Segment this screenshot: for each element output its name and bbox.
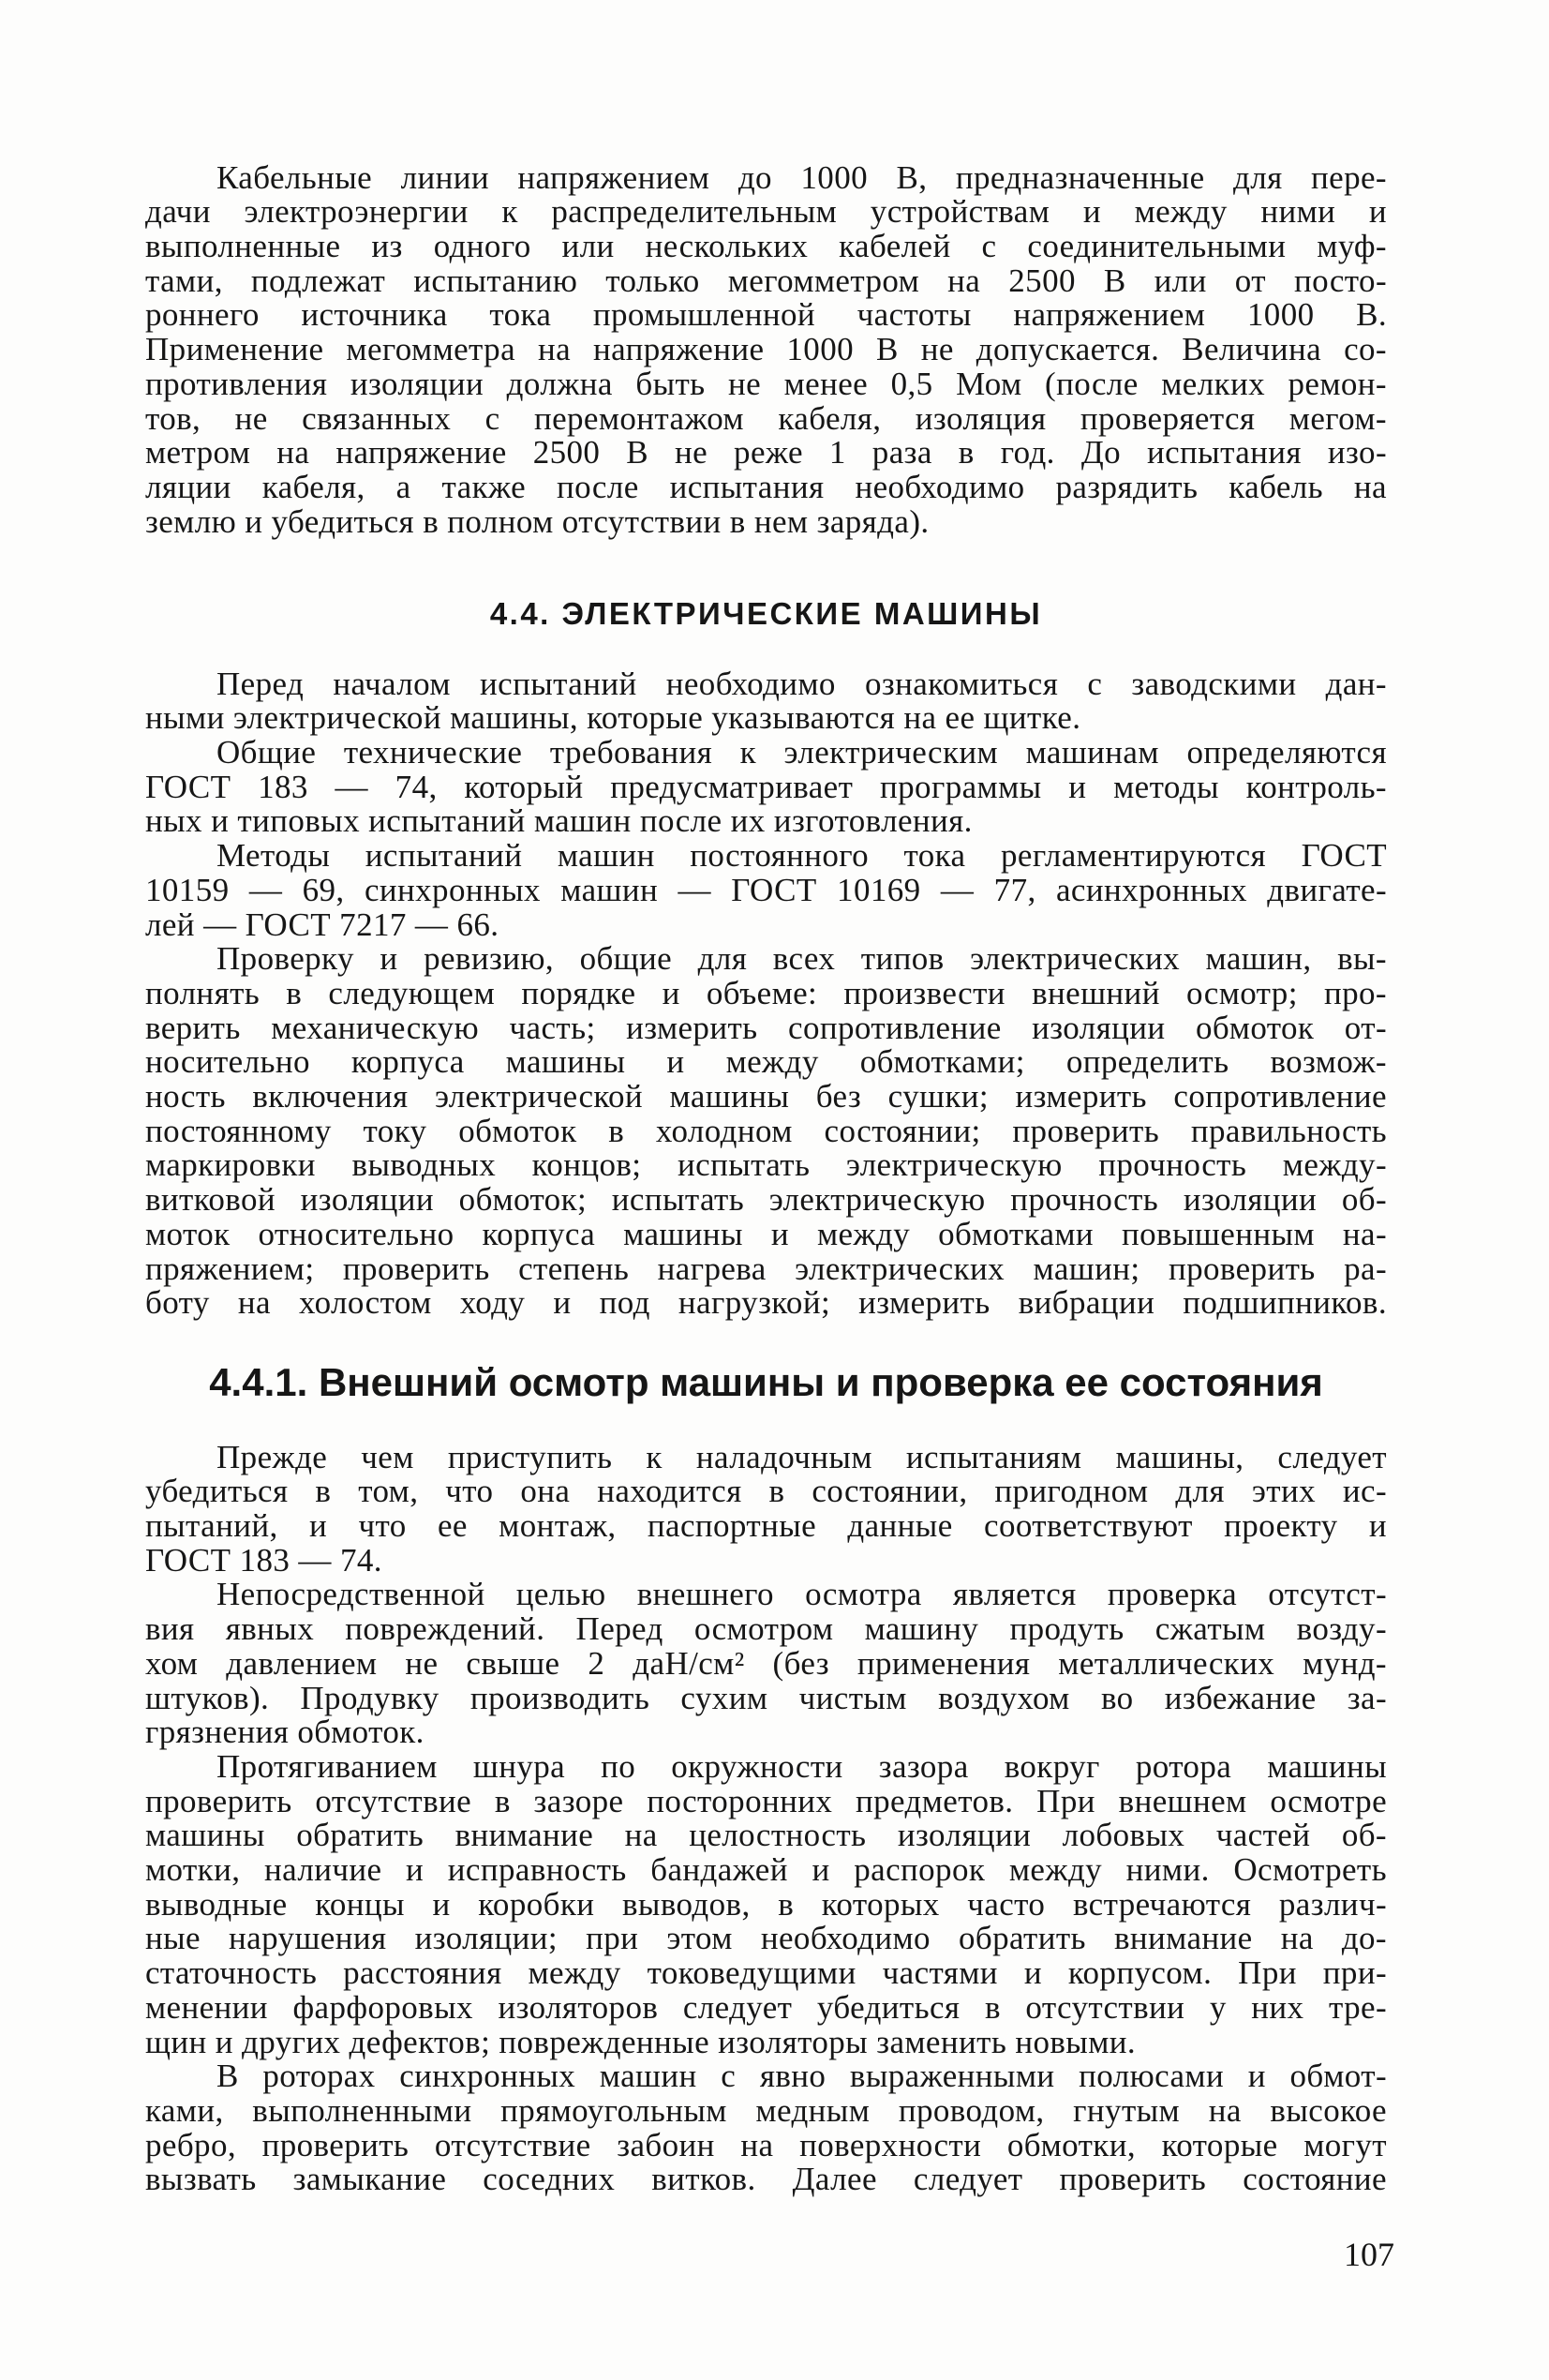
paragraph — [145, 736, 1387, 839]
text-line: Перед началом испытаний необходимо ознакомиться с заводскими дан- — [216, 665, 1387, 702]
intro-text — [145, 158, 1387, 540]
text-line: ляции кабеля, а также после испытания необходимо разрядить кабель на — [145, 468, 1387, 505]
text-line: щин и других дефектов; поврежденные изоляторы заменить новыми. — [145, 2023, 1137, 2060]
text-line: проверить отсутствие в зазоре посторонних предметов. При внешнем осмотре — [145, 1782, 1387, 1819]
text-line: ных и типовых испытаний машин после их изготовления. — [145, 802, 973, 840]
text-line: Прежде чем приступить к наладочным испытаниям машины, следует — [216, 1438, 1387, 1475]
text-line: тами, подлежат испытанию только мегомметром на 2500 В или от посто- — [145, 262, 1387, 299]
text-line: пряжением; проверить степень нагрева электрических машин; проверить ра- — [145, 1250, 1387, 1287]
text-line: витковой изоляции обмоток; испытать электрическую прочность изоляции об- — [145, 1181, 1387, 1219]
paragraph — [145, 942, 1387, 1321]
text-line: лей — ГОСТ 7217 — 66. — [145, 906, 499, 943]
text-line: Непосредственной целью внешнего осмотра является проверка отсутст- — [216, 1576, 1387, 1613]
subsection-heading: 4.4.1. Внешний осмотр машины и проверка ее состояния — [209, 1360, 1323, 1404]
text-line: метром на напряжение 2500 В не реже 1 раза в год. До испытания изо- — [145, 434, 1387, 472]
paragraph — [145, 2059, 1387, 2197]
text-line: дачи электроэнергии к распределительным устройствам и между ними и — [145, 193, 1387, 231]
text-line: вия явных повреждений. Перед осмотром машину продуть сжатым возду- — [145, 1610, 1387, 1648]
text-line: верить механическую часть; измерить сопротивление изоляции обмоток от- — [145, 1009, 1387, 1046]
text-line: хом давлением не свыше 2 даН/см² (без применения металлических мунд- — [145, 1644, 1387, 1682]
text-line: выполненные из одного или нескольких кабелей с соединительными муф- — [145, 228, 1387, 265]
text-line: пытаний, и что ее монтаж, паспортные данные соответствуют проекту и — [145, 1507, 1387, 1545]
text-line: статочность расстояния между токоведущими частями и корпусом. При при- — [145, 1954, 1387, 1992]
text-line: убедиться в том, что она находится в состоянии, пригодном для этих ис- — [145, 1473, 1387, 1510]
text-line: штуков). Продувку производить сухим чистым воздухом во избежание за- — [145, 1679, 1387, 1716]
paragraph — [145, 667, 1387, 736]
text-line: Применение мегомметра на напряжение 1000 В не допускается. Величина со- — [145, 331, 1387, 368]
paragraph — [145, 1438, 1387, 1579]
paragraph — [145, 839, 1387, 942]
text-line: ГОСТ 183 — 74, который предусматривает программы и методы контроль- — [145, 768, 1387, 805]
text-line: полнять в следующем порядке и объеме: произвести внешний осмотр; про- — [145, 974, 1387, 1011]
text-line: носительно корпуса машины и между обмотками; определить возмож- — [145, 1043, 1387, 1081]
text-line: боту на холостом ходу и под нагрузкой; измерить вибрации подшипников. — [145, 1284, 1387, 1322]
text-line: ребро, проверить отсутствие забоин на поверхности обмотки, которые могут — [145, 2126, 1387, 2163]
paragraph — [145, 158, 1387, 540]
page-number: 107 — [1344, 2236, 1394, 2273]
text-line: Общие технические требования к электрическим машинам определяются — [216, 734, 1387, 771]
text-line: моток относительно корпуса машины и между обмотками повышенным на- — [145, 1215, 1387, 1252]
text-line: Кабельные линии напряжением до 1000 В, предназначенные для пере- — [216, 158, 1387, 196]
text-line: ками, выполненными прямоугольным медным проводом, гнутым на высокое — [145, 2092, 1387, 2129]
text-line: В роторах синхронных машин с явно выраженными полюсами и обмот- — [216, 2058, 1387, 2095]
text-line: постоянному току обмоток в холодном состоянии; проверить правильность — [145, 1112, 1387, 1149]
text-line: 10159 — 69, синхронных машин — ГОСТ 10169 — 77, асинхронных двигате- — [145, 871, 1387, 908]
text-line: землю и убедиться в полном отсутствии в нем заряда). — [145, 502, 930, 540]
text-line: Методы испытаний машин постоянного тока регламентируются ГОСТ — [216, 837, 1387, 875]
text-line: Протягиванием шнура по окружности зазора вокруг ротора машины — [216, 1747, 1387, 1785]
text-line: грязнения обмоток. — [145, 1714, 424, 1751]
text-line: выводные концы и коробки выводов, в которых часто встречаются различ- — [145, 1885, 1387, 1923]
text-line: машины обратить внимание на целостность изоляции лобовых частей об- — [145, 1817, 1387, 1854]
paragraph — [145, 1747, 1387, 2060]
paragraph — [145, 1578, 1387, 1750]
text-line: ность включения электрической машины без сушки; измерить сопротивление — [145, 1078, 1387, 1115]
text-line: ные нарушения изоляции; при этом необходимо обратить внимание на до- — [145, 1920, 1387, 1957]
text-line: ными электрической машины, которые указываются на ее щитке. — [145, 699, 1081, 737]
section-heading: 4.4. ЭЛЕКТРИЧЕСКИЕ МАШИНЫ — [489, 596, 1043, 631]
text-line: вызвать замыкание соседних витков. Далее следует проверить состояние — [145, 2161, 1387, 2198]
text-line: менении фарфоровых изоляторов следует убедиться в отсутствии у них тре- — [145, 1988, 1387, 2026]
text-line: Проверку и ревизию, общие для всех типов электрических машин, вы- — [216, 940, 1387, 978]
section-4-4-body — [145, 667, 1387, 1321]
text-line: мотки, наличие и исправность бандажей и распорок между ними. Осмотреть — [145, 1851, 1387, 1889]
text-line: противления изоляции должна быть не менее 0,5 Мом (после мелких ремон- — [145, 365, 1387, 402]
text-line: маркировки выводных концов; испытать электрическую прочность между- — [145, 1146, 1387, 1184]
text-line: ГОСТ 183 — 74. — [145, 1541, 382, 1579]
text-line: тов, не связанных с перемонтажом кабеля, изоляция проверяется мегом- — [145, 399, 1387, 437]
text-line: роннего источника тока промышленной частоты напряжением 1000 В. — [145, 296, 1387, 334]
section-4-4-1-body — [145, 1438, 1387, 2198]
